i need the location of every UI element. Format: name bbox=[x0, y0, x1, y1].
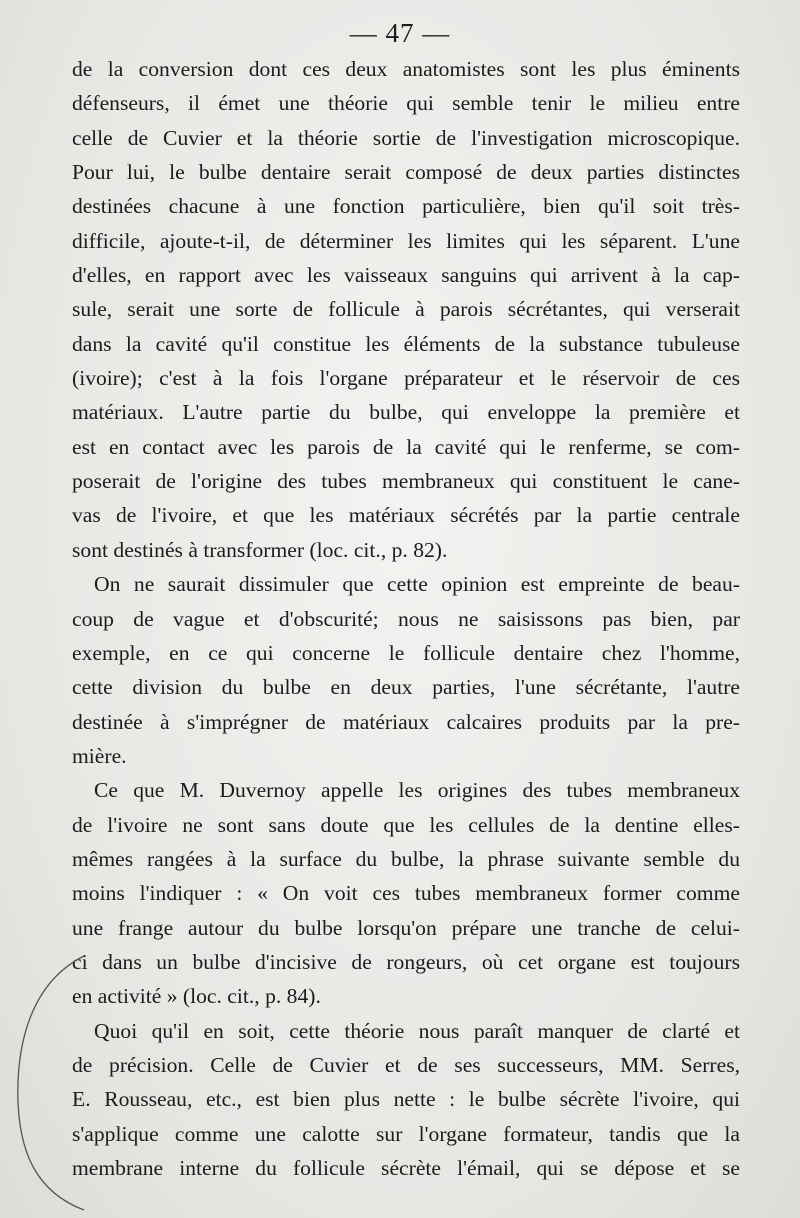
paragraph bbox=[72, 1014, 740, 1186]
text-line: E. Rousseau, etc., est bien plus nette : le bulbe sécrète l'ivoire, qui bbox=[72, 1087, 740, 1112]
text-line: ci dans un bulbe d'incisive de rongeurs, où cet organe est toujours bbox=[72, 949, 740, 974]
text-line: difficile, ajoute-t-il, de déterminer les limites qui les séparent. L'une bbox=[72, 228, 740, 253]
text-line: dans la cavité qu'il constitue les éléments de la substance tubuleuse bbox=[72, 331, 740, 356]
paragraph bbox=[72, 52, 740, 567]
text-line: membrane interne du follicule sécrète l'émail, qui se dépose et se bbox=[72, 1156, 740, 1180]
text-line: une frange autour du bulbe lorsqu'on prépare une tranche de celui- bbox=[72, 915, 740, 940]
text-line: cette division du bulbe en deux parties, l'une sécrétante, l'autre bbox=[72, 675, 740, 700]
text-line: sule, serait une sorte de follicule à parois sécrétantes, qui verserait bbox=[72, 297, 740, 322]
text-line: défenseurs, il émet une théorie qui semble tenir le milieu entre bbox=[72, 91, 740, 116]
text-line: matériaux. L'autre partie du bulbe, qui enveloppe la première et bbox=[72, 400, 740, 425]
text-line: moins l'indiquer : « On voit ces tubes membraneux former comme bbox=[72, 881, 740, 906]
text-line: destinées chacune à une fonction particulière, bien qu'il soit très- bbox=[72, 194, 740, 219]
text-line: vas de l'ivoire, et que les matériaux sécrétés par la partie centrale bbox=[72, 503, 740, 528]
text-line: exemple, en ce qui concerne le follicule dentaire chez l'homme, bbox=[72, 640, 740, 665]
text-line: de l'ivoire ne sont sans doute que les cellules de la dentine elles- bbox=[72, 812, 740, 837]
text-line: (ivoire); c'est à la fois l'organe préparateur et le réservoir de ces bbox=[72, 366, 740, 391]
text-line: On ne saurait dissimuler que cette opinion est empreinte de beau- bbox=[94, 572, 740, 597]
body-text bbox=[72, 52, 740, 1185]
text-line: mêmes rangées à la surface du bulbe, la phrase suivante semble du bbox=[72, 846, 740, 871]
text-line: Pour lui, le bulbe dentaire serait composé de deux parties distinctes bbox=[72, 160, 740, 185]
text-line: d'elles, en rapport avec les vaisseaux sanguins qui arrivent à la cap- bbox=[72, 263, 740, 288]
paragraph bbox=[72, 773, 740, 1013]
text-line: coup de vague et d'obscurité; nous ne saisissons pas bien, par bbox=[72, 606, 740, 631]
text-line: destinée à s'imprégner de matériaux calcaires produits par la pre- bbox=[72, 709, 740, 734]
margin-bracket-mark bbox=[14, 952, 94, 1214]
text-line: Ce que M. Duvernoy appelle les origines des tubes membraneux bbox=[94, 778, 740, 803]
text-line: celle de Cuvier et la théorie sortie de l'investigation microscopique. bbox=[72, 125, 740, 150]
text-line: poserait de l'origine des tubes membraneux qui constituent le cane- bbox=[72, 469, 740, 494]
text-line: de précision. Celle de Cuvier et de ses successeurs, MM. Serres, bbox=[72, 1052, 740, 1077]
text-line: Quoi qu'il en soit, cette théorie nous paraît manquer de clarté et bbox=[94, 1018, 740, 1043]
text-line: sont destinés à transformer (loc. cit., p. 82). bbox=[72, 537, 448, 562]
text-line: est en contact avec les parois de la cavité qui le renferme, se com- bbox=[72, 434, 740, 459]
text-line: mière. bbox=[72, 743, 127, 768]
text-line: en activité » (loc. cit., p. 84). bbox=[72, 984, 321, 1009]
paragraph bbox=[72, 567, 740, 773]
text-line: s'applique comme une calotte sur l'organe formateur, tandis que la bbox=[72, 1121, 740, 1146]
text-line: de la conversion dont ces deux anatomistes sont les plus éminents bbox=[72, 57, 740, 81]
page-number: — 47 — bbox=[349, 18, 451, 48]
